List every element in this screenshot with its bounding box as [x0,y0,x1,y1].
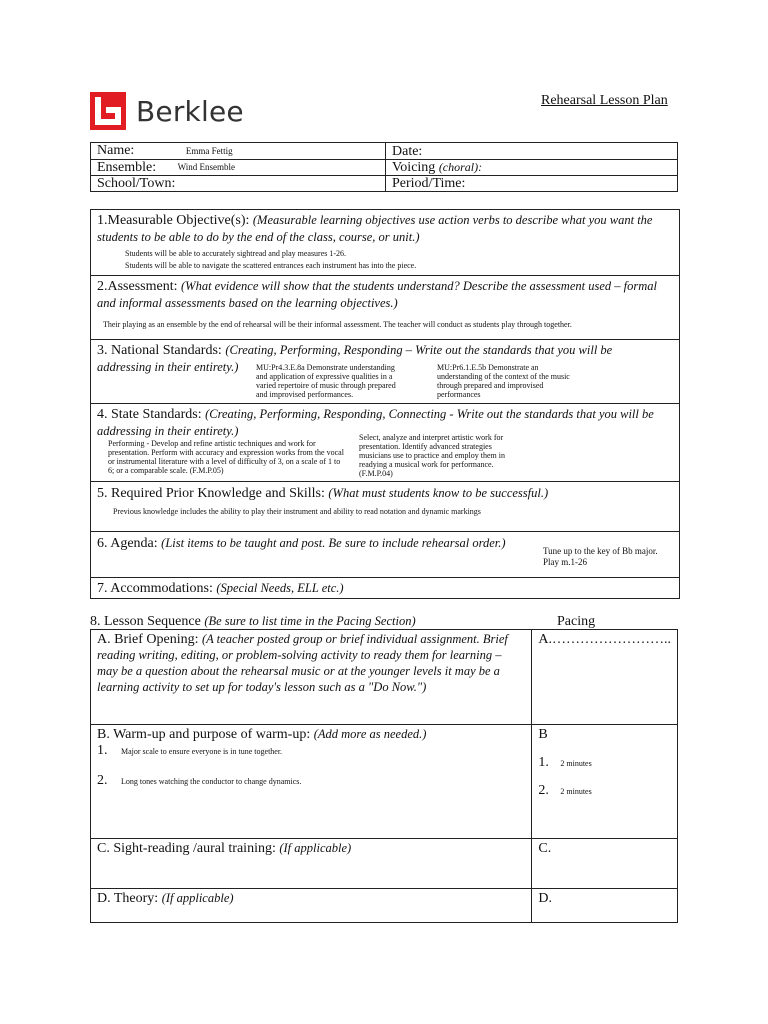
section-objectives [91,210,679,276]
lesson-sequence-note: (Be sure to list time in the Pacing Section) [204,614,416,628]
theory-cell [91,889,532,923]
accommodations-description: (Special Needs, ELL etc.) [216,581,344,595]
voicing-note: (choral): [438,160,483,174]
name-cell [91,143,386,160]
state-standards-title: 4. State Standards: [97,407,202,422]
state-standards-description: (Creating, Performing, Responding, Connecting - Write out the standards that you will be addressing in their entirety.) [97,407,654,438]
state-standard: Select, analyze and interpret artistic work for presentation. Identify advanced strategies musicians use to practice and employ them in readying a musical work for performance. (F.M.P.04) [359,433,505,478]
agenda-title: 6. Agenda: [97,536,158,551]
accommodations-title: 7. Accommodations: [97,581,213,596]
prior-knowledge-title: 5. Required Prior Knowledge and Skills: [97,486,325,501]
pacing-heading: Pacing [557,614,596,629]
opening-pacing: A.…………………….. [532,630,678,725]
state-standard: Performing - Develop and refine artistic techniques and work for presentation. Perform with accuracy and expression works from the vocal or instrumental literature with a level of difficulty of 3, on a scale of 1 to 6; or a comparable scale. (F.M.P.05) [108,439,344,475]
national-standards-title: 3. National Standards: [97,343,222,358]
brand-name: Berklee [136,94,244,128]
date-cell [386,143,678,160]
info-table [90,142,678,192]
name-value: Emma Fettig [185,146,233,156]
sequence-row-opening [91,630,678,725]
period-label: Period/Time: [392,176,466,191]
objectives-title: 1.Measurable Objective(s): [97,213,250,228]
opening-cell [91,630,532,725]
objectives-description: (Measurable learning objectives use action verbs to describe what you want the students to be able to do by the end of the class, course, or unit.) [97,213,653,244]
pacing-time: 2 minutes [560,759,592,768]
pacing-time: 2 minutes [560,787,592,796]
document-title: Rehearsal Lesson Plan [541,93,668,108]
school-label: School/Town: [97,176,176,191]
sightreading-description: (If applicable) [279,841,352,855]
ensemble-label: Ensemble: [97,160,157,175]
lesson-sequence-title: 8. Lesson Sequence [90,614,201,629]
national-standard: MU:Pr4.3.E.8a Demonstrate understanding and application of expressive qualities in a varied repertoire of music through prepared and improvised performances. [256,363,396,399]
section-national-standards [91,340,679,404]
ensemble-value: Wind Ensemble [177,162,235,172]
prior-knowledge-description: (What must students know to be successful.) [328,486,549,500]
assessment-title: 2.Assessment: [97,279,178,294]
warmup-number: 1. [97,743,108,758]
agenda-items [543,546,658,568]
period-cell [386,176,678,192]
lesson-sequence-table [90,629,678,923]
national-standard: MU:Pr6.1.E.5b Demonstrate an understanding of the context of the music through prepared and improvised performances [437,363,570,399]
objective-item: Students will be able to navigate the scattered entrances each instrument has into the piece. [125,261,417,270]
lesson-sequence-heading [90,614,416,630]
objective-item: Students will be able to accurately sightread and play measures 1-26. [125,249,347,258]
warmup-number: 2. [97,773,108,788]
berklee-logo-icon [90,92,126,130]
warmup-title: B. Warm-up and purpose of warm-up: [97,727,311,742]
agenda-item: Tune up to the key of Bb major. [543,546,658,556]
sightreading-cell [91,839,532,889]
opening-title: A. Brief Opening: [97,632,199,647]
date-label: Date: [392,143,423,159]
prior-knowledge-item: Previous knowledge includes the ability to play their instrument and ability to read notation and dynamic markings [113,507,481,516]
sequence-row-sightreading [91,839,678,889]
sightreading-title: C. Sight-reading /aural training: [97,841,276,856]
warmup-item: Long tones watching the conductor to change dynamics. [121,777,302,786]
theory-pacing: D. [532,889,678,923]
name-label: Name: [97,143,135,158]
section-assessment [91,276,679,340]
opening-description: (A teacher posted group or brief individual assignment. Brief reading writing, editing, or problem-solving activity to ready them for learning – may be a question about the rehearsal music or at the younger levels it may be a learning activity to set up for today's lesson such as a "Do Now.") [97,632,508,694]
agenda-item: Play m.1-26 [543,557,587,567]
warmup-description: (Add more as needed.) [313,727,427,741]
ensemble-cell [91,160,386,176]
theory-title: D. Theory: [97,891,159,906]
agenda-description: (List items to be taught and post. Be sure to include rehearsal order.) [161,536,506,550]
school-cell [91,176,386,192]
section-agenda [91,532,679,578]
sequence-row-theory [91,889,678,923]
warmup-item: Major scale to ensure everyone is in tune together. [121,747,283,756]
plan-sections [90,209,680,599]
berklee-logo [90,92,244,130]
warmup-pacing [532,725,678,839]
sequence-row-warmup [91,725,678,839]
national-standards-description: (Creating, Performing, Responding – Write out the standards that you will be addressing in their entirety.) [97,343,613,374]
pacing-number: 2. [538,783,549,798]
voicing-cell [386,160,678,176]
section-prior-knowledge [91,482,679,532]
warmup-cell [91,725,532,839]
assessment-item: Their playing as an ensemble by the end of rehearsal will be their informal assessment. The teacher will conduct as students play through together. [103,320,572,329]
warmup-pacing-label: B [538,727,548,742]
assessment-description: (What evidence will show that the students understand? Describe the assessment used – formal and informal assessments based on the learning objectives.) [97,279,657,310]
voicing-label: Voicing [392,160,436,175]
section-accommodations [91,578,679,598]
theory-description: (If applicable) [161,891,234,905]
sightreading-pacing: C. [532,839,678,889]
section-state-standards [91,404,679,482]
pacing-number: 1. [538,755,549,770]
